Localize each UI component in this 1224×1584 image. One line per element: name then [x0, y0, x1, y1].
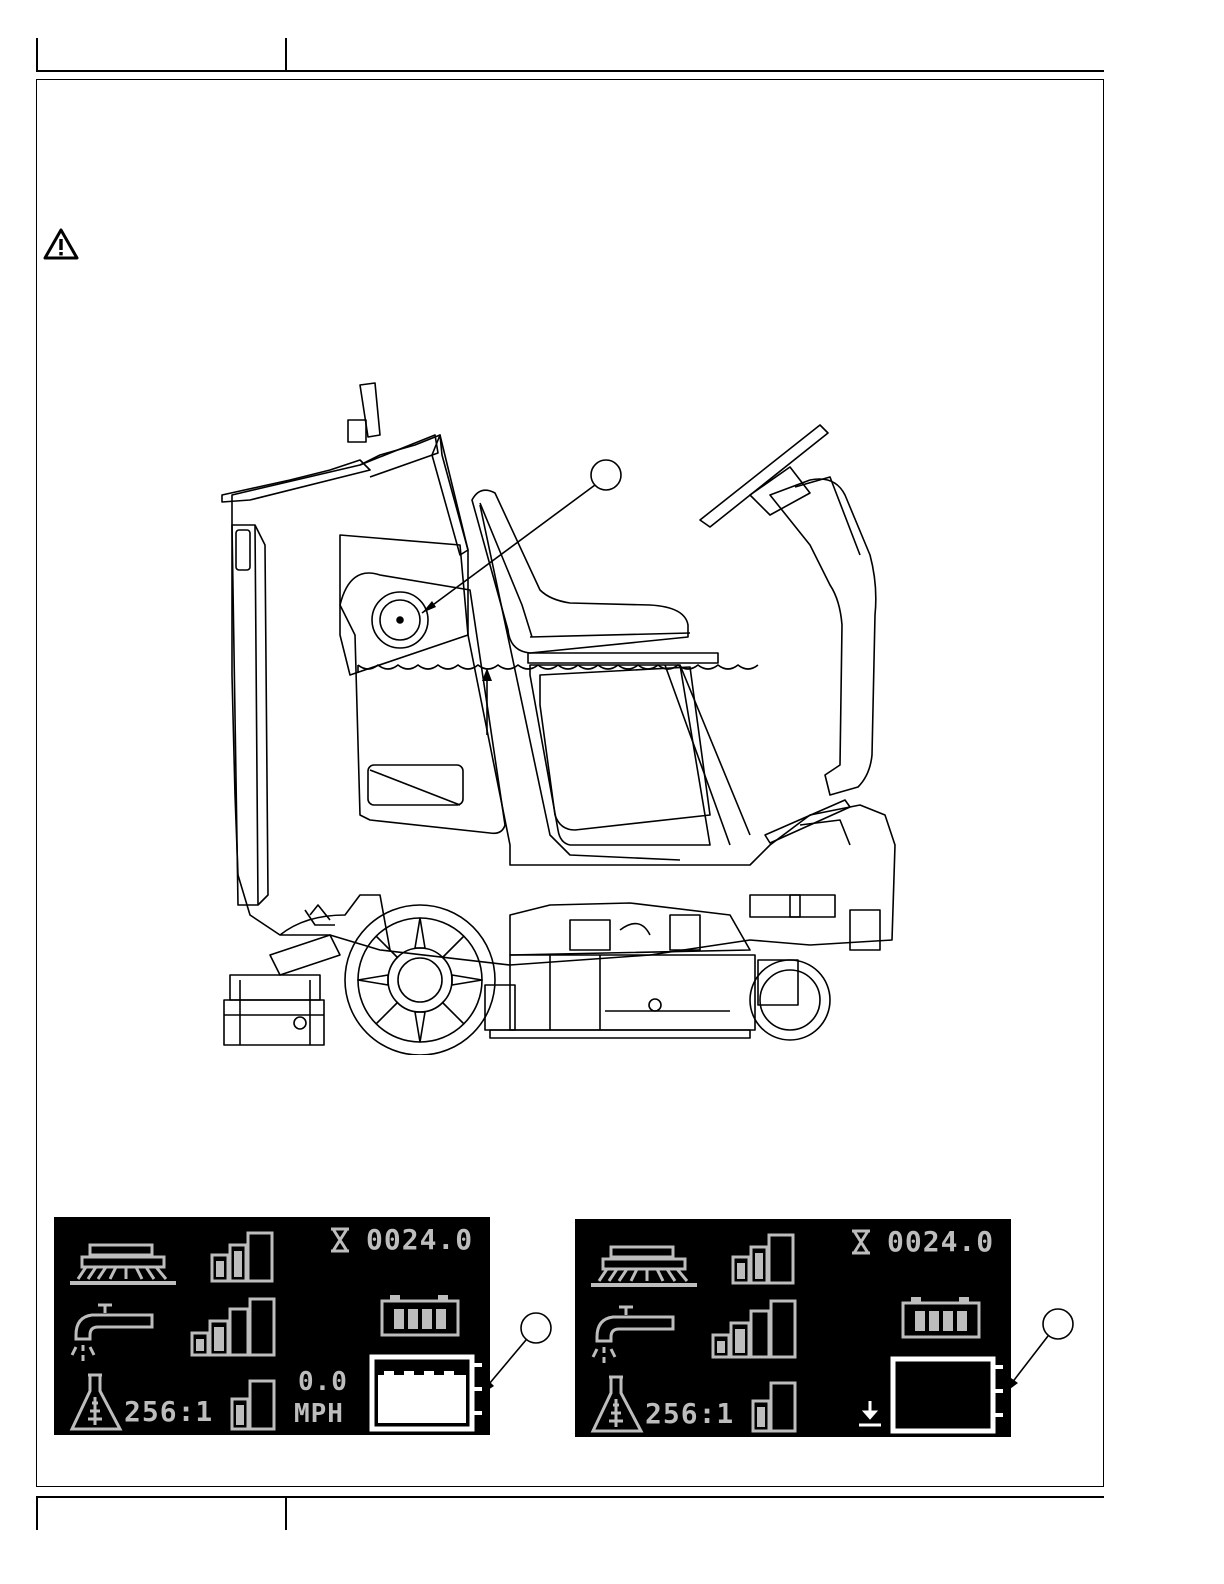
- detergent-level-icon: [751, 1381, 797, 1433]
- warning-triangle-icon: [43, 228, 79, 260]
- display-panel-empty: [575, 1219, 1011, 1437]
- header-rule: [36, 70, 1104, 72]
- callout-circle-display-2: [996, 1306, 1086, 1396]
- footer-left-tick: [36, 1496, 38, 1530]
- header-left-tick: [36, 38, 38, 72]
- hour-meter-value: 0024.0: [887, 1225, 995, 1258]
- detergent-ratio-value: 256:1: [645, 1397, 735, 1430]
- scrub-brush-icon: [68, 1241, 178, 1287]
- recovery-tank-empty-icon: [889, 1355, 1009, 1435]
- ride-on-scrubber-side-view: [210, 375, 910, 1055]
- detergent-flask-icon: [589, 1375, 645, 1435]
- recovery-tank-full-icon: [368, 1353, 488, 1433]
- footer-divider-tick: [285, 1496, 287, 1530]
- display-panel-full: [54, 1217, 490, 1435]
- header-divider-tick: [285, 38, 287, 72]
- hourglass-icon: [850, 1229, 872, 1255]
- water-tap-icon: [589, 1303, 679, 1367]
- hour-meter-value: 0024.0: [366, 1223, 474, 1256]
- detergent-flask-icon: [68, 1373, 124, 1433]
- drain-icon: [857, 1399, 883, 1429]
- callout-circle-display-1: [476, 1310, 556, 1400]
- footer-rule: [36, 1496, 1104, 1498]
- hourglass-icon: [329, 1227, 351, 1253]
- solution-flow-level-icon: [190, 1297, 276, 1357]
- speed-unit: MPH: [294, 1399, 344, 1429]
- brush-pressure-level-icon: [210, 1231, 274, 1283]
- water-tap-icon: [68, 1301, 158, 1365]
- battery-icon: [901, 1297, 981, 1339]
- solution-flow-level-icon: [711, 1299, 797, 1359]
- detergent-level-icon: [230, 1379, 276, 1431]
- speed-value: 0.0: [298, 1367, 348, 1397]
- brush-pressure-level-icon: [731, 1233, 795, 1285]
- callout-circle: [591, 460, 621, 490]
- battery-icon: [380, 1295, 460, 1337]
- scrub-brush-icon: [589, 1243, 699, 1289]
- detergent-ratio-value: 256:1: [124, 1395, 214, 1428]
